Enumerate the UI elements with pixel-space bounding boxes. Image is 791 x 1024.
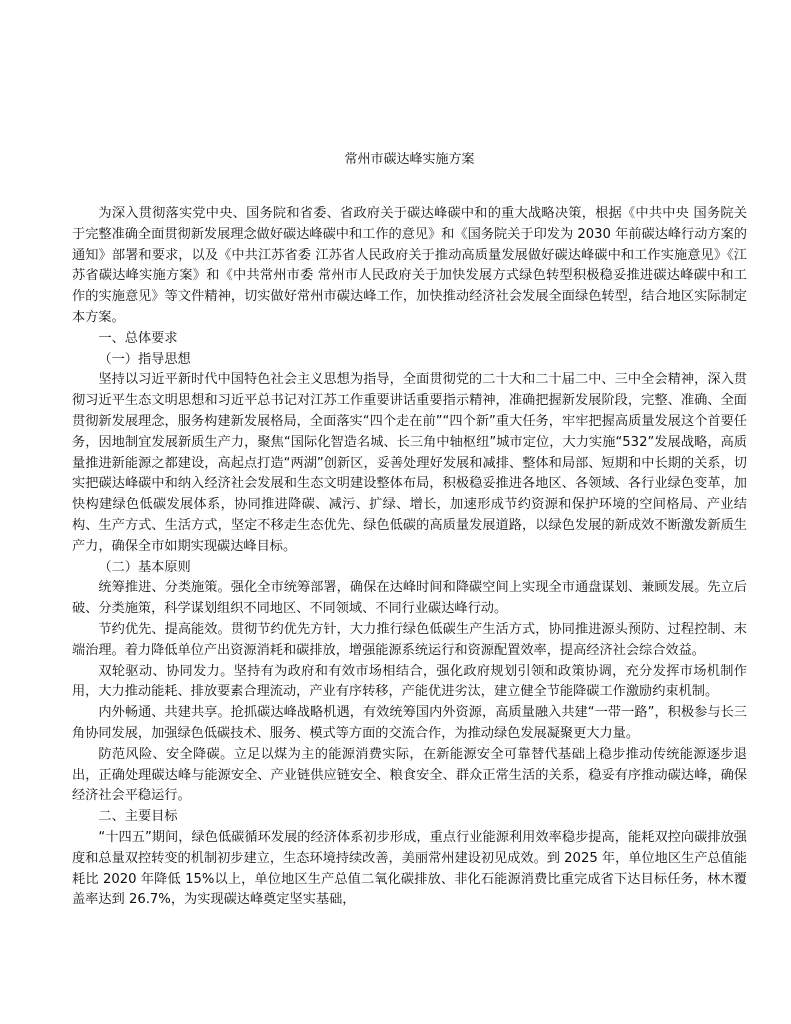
subsection-heading-guiding-ideology: （一）指导思想 bbox=[98, 351, 191, 367]
principle-paragraph-coordination: 统筹推进、分类施策。强化全市统筹部署，确保在达峰时间和降碳空间上实现全市通盘谋划、兼顾发展。先立后破、分类施策，科学谋划组织不同地区、不同领域、不同行业碳达峰行动。 bbox=[72, 580, 747, 617]
principle-paragraph-openness: 内外畅通、共建共享。抢抓碳达峰战略机遇，有效统筹国内外资源，高质量融入共建“一带一路”，积极参与长三角协同发展，加强绿色低碳技术、服务、模式等方面的交流合作，为推动绿色发展凝聚更大力量。 bbox=[72, 705, 747, 741]
main-goals-paragraph: “十四五”期间，绿色低碳循环发展的经济体系初步形成，重点行业能源利用效率稳步提高，能耗双控向碳排放强度和总量双控转变的机制初步建立，生态环境持续改善，美丽常州建设初见成效。到 2025 年，单位地区生产总值能耗比 2020 年降低 15%以上，单位地区生产总值二氧化碳排放、非化石能源消费比重完成省下达目标任务，林木覆盖率达到 26.7%，为实现碳达峰奠定坚实基础， bbox=[72, 829, 747, 908]
principle-paragraph-efficiency: 节约优先、提高能效。贯彻节约优先方针，大力推行绿色低碳生产生活方式，协同推进源头预防、过程控制、末端治理。着力降低单位产出资源消耗和碳排放，增强能源系统运行和资源配置效率，提高经济社会综合效益。 bbox=[72, 621, 747, 658]
subsection-heading-basic-principles: （二）基本原则 bbox=[98, 559, 191, 575]
intro-paragraph: 为深入贯彻落实党中央、国务院和省委、省政府关于碳达峰碳中和的重大战略决策，根据《中共中央 国务院关于完整准确全面贯彻新发展理念做好碳达峰碳中和工作的意见》和《国务院关于印发为 2030 年前碳达峰行动方案的通知》部署和要求，以及《中共江苏省委 江苏省人民政府关于推动高质量发展做好碳达峰碳中和工作实施意见》《江苏省碳达峰实施方案》和《中共常州市委 常州市人民政府关于加快发展方式绿色转型积极稳妥推进碳达峰碳中和工作的实施意见》等文件精神，切实做好常州市碳达峰工作，加快推动经济社会发展全面绿色转型，结合地区实际制定本方案。 bbox=[72, 206, 747, 325]
principle-paragraph-dual-drive: 双轮驱动、协同发力。坚持有为政府和有效市场相结合，强化政府规划引领和政策协调，充分发挥市场机制作用，大力推动能耗、排放要素合理流动，产业有序转移，产能优进劣汰，建立健全节能降碳工作激励约束机制。 bbox=[72, 663, 747, 700]
guiding-ideology-paragraph: 坚持以习近平新时代中国特色社会主义思想为指导，全面贯彻党的二十大和二十届二中、三中全会精神，深入贯彻习近平生态文明思想和习近平总书记对江苏工作重要讲话重要指示精神，准确把握新发展阶段，完整、准确、全面贯彻新发展理念，服务构建新发展格局，全面落实“四个走在前”“四个新”重大任务，牢牢把握高质量发展这个首要任务，因地制宜发展新质生产力，聚焦“国际化智造名城、长三角中轴枢纽”城市定位，大力实施“532”发展战略，高质量推进新能源之都建设，高起点打造“两湖”创新区，妥善处理好发展和减排、整体和局部、短期和中长期的关系，切实把碳达峰碳中和纳入经济社会发展和生态文明建设整体布局，积极稳妥推进各地区、各领域、各行业绿色变革，加快构建绿色低碳发展体系，协同推进降碳、减污、扩绿、增长，加速形成节约资源和保护环境的空间格局、产业结构、生产方式、生活方式，坚定不移走生态优先、绿色低碳的高质量发展道路，以绿色发展的新成效不断激发新质生产力，确保全市如期实现碳达峰目标。 bbox=[72, 372, 747, 554]
section-heading-main-goals: 二、主要目标 bbox=[98, 809, 178, 825]
principle-paragraph-risk-prevention: 防范风险、安全降碳。立足以煤为主的能源消费实际，在新能源安全可靠替代基础上稳步推动传统能源逐步退出，正确处理碳达峰与能源安全、产业链供应链安全、粮食安全、群众正常生活的关系，稳妥有序推动碳达峰，确保经济社会平稳运行。 bbox=[72, 746, 747, 804]
section-heading-overall-requirements: 一、总体要求 bbox=[98, 330, 178, 346]
document-body bbox=[72, 204, 747, 911]
document-page bbox=[72, 0, 747, 1024]
document-title: 常州市碳达峰实施方案 bbox=[344, 152, 475, 167]
